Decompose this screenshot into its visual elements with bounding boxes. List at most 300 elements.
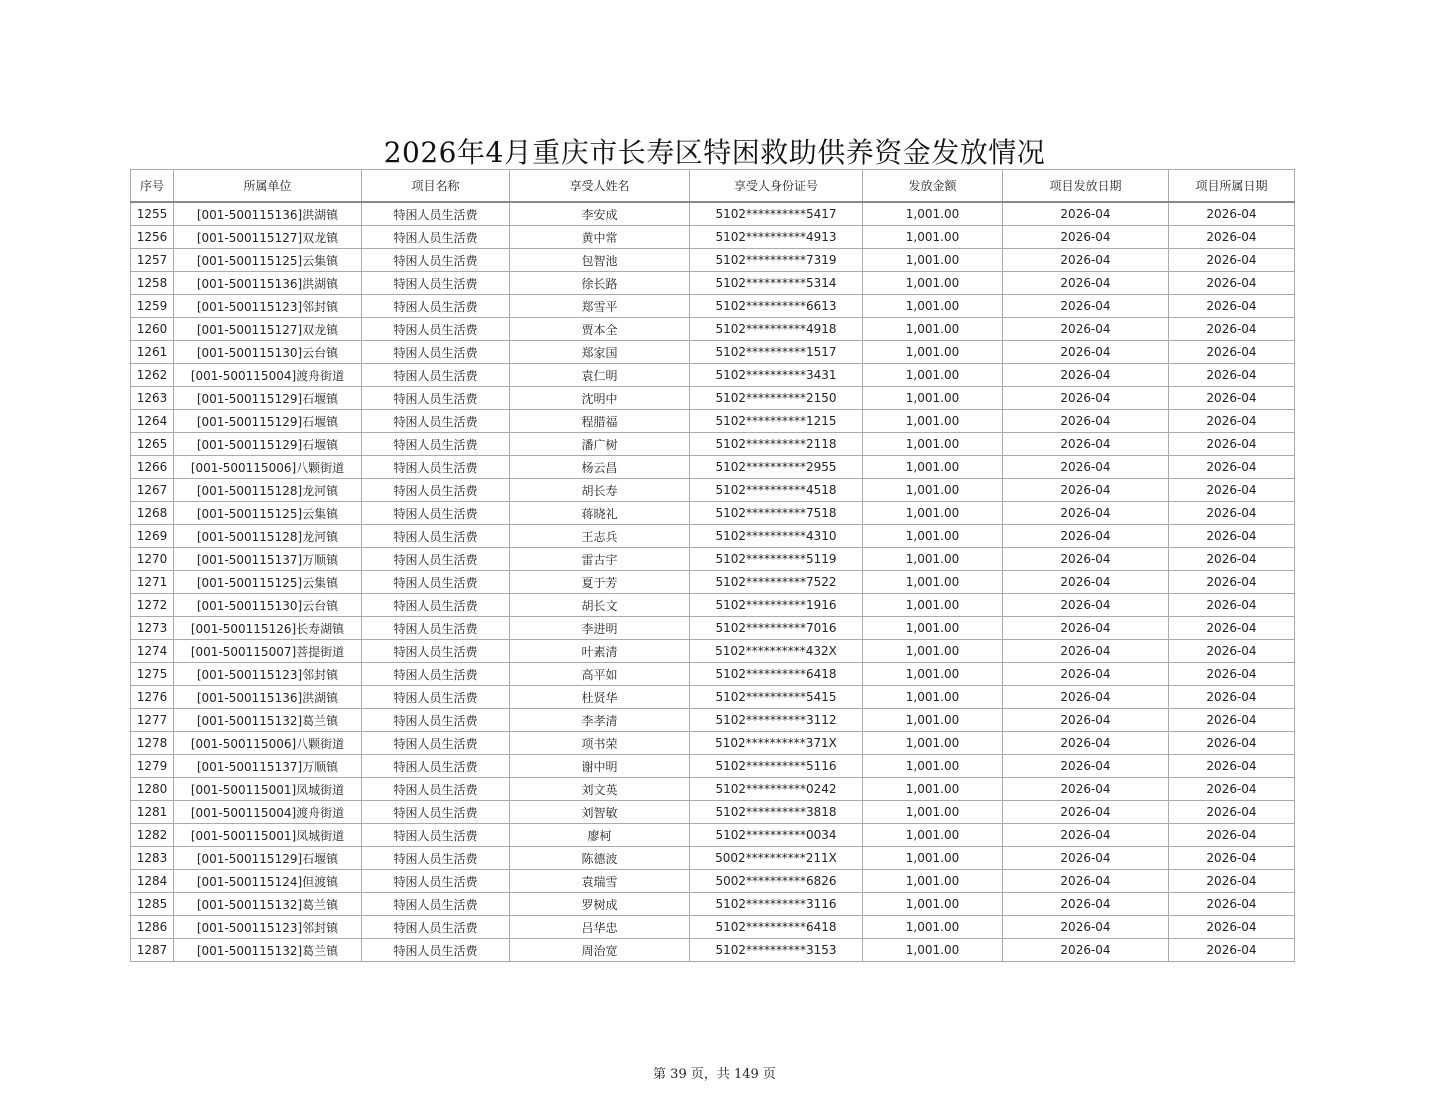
cell-project: 特困人员生活费 — [362, 617, 510, 640]
cell-recipient-name: 李进明 — [510, 617, 690, 640]
table-row — [131, 778, 1295, 801]
cell-unit: [001-500115006]八颗街道 — [174, 732, 362, 755]
cell-issue-date: 2026-04 — [1003, 916, 1169, 939]
cell-amount: 1,001.00 — [863, 824, 1003, 847]
table-row — [131, 387, 1295, 410]
cell-amount: 1,001.00 — [863, 709, 1003, 732]
cell-index: 1272 — [131, 594, 174, 617]
cell-project: 特困人员生活费 — [362, 571, 510, 594]
table-row — [131, 226, 1295, 249]
cell-index: 1278 — [131, 732, 174, 755]
cell-amount: 1,001.00 — [863, 663, 1003, 686]
column-header-recipient-name: 享受人姓名 — [510, 170, 690, 203]
cell-issue-date: 2026-04 — [1003, 939, 1169, 962]
cell-project: 特困人员生活费 — [362, 548, 510, 571]
cell-recipient-name: 周治宽 — [510, 939, 690, 962]
cell-unit: [001-500115004]渡舟街道 — [174, 801, 362, 824]
cell-recipient-name: 谢中明 — [510, 755, 690, 778]
column-header-period: 项目所属日期 — [1169, 170, 1295, 203]
cell-id-number: 5102**********5314 — [690, 272, 863, 295]
cell-project: 特困人员生活费 — [362, 226, 510, 249]
table-row — [131, 502, 1295, 525]
cell-id-number: 5102**********2150 — [690, 387, 863, 410]
cell-recipient-name: 程腊福 — [510, 410, 690, 433]
cell-amount: 1,001.00 — [863, 502, 1003, 525]
cell-period: 2026-04 — [1169, 709, 1295, 732]
table-row — [131, 709, 1295, 732]
cell-period: 2026-04 — [1169, 617, 1295, 640]
cell-amount: 1,001.00 — [863, 202, 1003, 226]
cell-unit: [001-500115136]洪湖镇 — [174, 272, 362, 295]
cell-issue-date: 2026-04 — [1003, 525, 1169, 548]
cell-index: 1277 — [131, 709, 174, 732]
cell-issue-date: 2026-04 — [1003, 249, 1169, 272]
table-row — [131, 663, 1295, 686]
cell-amount: 1,001.00 — [863, 249, 1003, 272]
cell-period: 2026-04 — [1169, 226, 1295, 249]
table-row — [131, 272, 1295, 295]
cell-period: 2026-04 — [1169, 479, 1295, 502]
table-row — [131, 548, 1295, 571]
cell-period: 2026-04 — [1169, 847, 1295, 870]
cell-recipient-name: 胡长寿 — [510, 479, 690, 502]
cell-recipient-name: 陈德波 — [510, 847, 690, 870]
cell-id-number: 5102**********5119 — [690, 548, 863, 571]
table-row — [131, 893, 1295, 916]
cell-period: 2026-04 — [1169, 295, 1295, 318]
cell-amount: 1,001.00 — [863, 226, 1003, 249]
cell-id-number: 5002**********211X — [690, 847, 863, 870]
cell-unit: [001-500115129]石堰镇 — [174, 387, 362, 410]
cell-unit: [001-500115132]葛兰镇 — [174, 709, 362, 732]
cell-recipient-name: 胡长文 — [510, 594, 690, 617]
cell-recipient-name: 雷古宇 — [510, 548, 690, 571]
cell-issue-date: 2026-04 — [1003, 571, 1169, 594]
cell-unit: [001-500115125]云集镇 — [174, 571, 362, 594]
cell-recipient-name: 袁仁明 — [510, 364, 690, 387]
table-row — [131, 801, 1295, 824]
cell-id-number: 5002**********6826 — [690, 870, 863, 893]
cell-id-number: 5102**********6418 — [690, 663, 863, 686]
cell-id-number: 5102**********4518 — [690, 479, 863, 502]
cell-recipient-name: 杜贤华 — [510, 686, 690, 709]
cell-project: 特困人员生活费 — [362, 502, 510, 525]
cell-project: 特困人员生活费 — [362, 202, 510, 226]
cell-amount: 1,001.00 — [863, 801, 1003, 824]
cell-issue-date: 2026-04 — [1003, 686, 1169, 709]
cell-recipient-name: 夏于芳 — [510, 571, 690, 594]
cell-id-number: 5102**********6418 — [690, 916, 863, 939]
cell-index: 1282 — [131, 824, 174, 847]
cell-index: 1266 — [131, 456, 174, 479]
cell-index: 1261 — [131, 341, 174, 364]
cell-id-number: 5102**********5415 — [690, 686, 863, 709]
cell-recipient-name: 叶素清 — [510, 640, 690, 663]
cell-project: 特困人员生活费 — [362, 778, 510, 801]
cell-amount: 1,001.00 — [863, 456, 1003, 479]
cell-unit: [001-500115129]石堰镇 — [174, 847, 362, 870]
cell-issue-date: 2026-04 — [1003, 778, 1169, 801]
cell-amount: 1,001.00 — [863, 594, 1003, 617]
cell-amount: 1,001.00 — [863, 272, 1003, 295]
cell-amount: 1,001.00 — [863, 318, 1003, 341]
table-row — [131, 525, 1295, 548]
cell-project: 特困人员生活费 — [362, 479, 510, 502]
cell-id-number: 5102**********432X — [690, 640, 863, 663]
cell-issue-date: 2026-04 — [1003, 272, 1169, 295]
cell-unit: [001-500115001]凤城街道 — [174, 778, 362, 801]
cell-project: 特困人员生活费 — [362, 364, 510, 387]
cell-period: 2026-04 — [1169, 571, 1295, 594]
cell-project: 特困人员生活费 — [362, 870, 510, 893]
cell-project: 特困人员生活费 — [362, 755, 510, 778]
column-header-unit: 所属单位 — [174, 170, 362, 203]
cell-index: 1260 — [131, 318, 174, 341]
table-row — [131, 686, 1295, 709]
cell-period: 2026-04 — [1169, 686, 1295, 709]
table-row — [131, 295, 1295, 318]
cell-period: 2026-04 — [1169, 341, 1295, 364]
cell-unit: [001-500115137]万顺镇 — [174, 755, 362, 778]
cell-amount: 1,001.00 — [863, 364, 1003, 387]
cell-amount: 1,001.00 — [863, 410, 1003, 433]
table-row — [131, 410, 1295, 433]
cell-index: 1270 — [131, 548, 174, 571]
cell-id-number: 5102**********7522 — [690, 571, 863, 594]
cell-id-number: 5102**********0242 — [690, 778, 863, 801]
cell-index: 1283 — [131, 847, 174, 870]
cell-amount: 1,001.00 — [863, 916, 1003, 939]
cell-index: 1284 — [131, 870, 174, 893]
cell-amount: 1,001.00 — [863, 640, 1003, 663]
cell-recipient-name: 刘文英 — [510, 778, 690, 801]
column-header-index: 序号 — [131, 170, 174, 203]
table-row — [131, 456, 1295, 479]
cell-unit: [001-500115132]葛兰镇 — [174, 939, 362, 962]
cell-id-number: 5102**********1215 — [690, 410, 863, 433]
table-row — [131, 870, 1295, 893]
cell-id-number: 5102**********4913 — [690, 226, 863, 249]
cell-amount: 1,001.00 — [863, 732, 1003, 755]
cell-unit: [001-500115123]邻封镇 — [174, 916, 362, 939]
cell-amount: 1,001.00 — [863, 525, 1003, 548]
cell-amount: 1,001.00 — [863, 870, 1003, 893]
cell-project: 特困人员生活费 — [362, 594, 510, 617]
cell-period: 2026-04 — [1169, 916, 1295, 939]
cell-period: 2026-04 — [1169, 318, 1295, 341]
page-footer: 第 39 页，共 149 页 — [653, 1067, 776, 1082]
table-row — [131, 939, 1295, 962]
cell-project: 特困人员生活费 — [362, 640, 510, 663]
column-header-project: 项目名称 — [362, 170, 510, 203]
cell-issue-date: 2026-04 — [1003, 364, 1169, 387]
cell-unit: [001-500115001]凤城街道 — [174, 824, 362, 847]
cell-project: 特困人员生活费 — [362, 410, 510, 433]
page-title: 2026年4月重庆市长寿区特困救助供养资金发放情况 — [383, 136, 1046, 169]
cell-index: 1279 — [131, 755, 174, 778]
cell-period: 2026-04 — [1169, 824, 1295, 847]
cell-recipient-name: 项书荣 — [510, 732, 690, 755]
cell-project: 特困人员生活费 — [362, 686, 510, 709]
cell-amount: 1,001.00 — [863, 686, 1003, 709]
table-row — [131, 640, 1295, 663]
cell-unit: [001-500115130]云台镇 — [174, 341, 362, 364]
cell-unit: [001-500115126]长寿湖镇 — [174, 617, 362, 640]
cell-amount: 1,001.00 — [863, 617, 1003, 640]
cell-id-number: 5102**********7518 — [690, 502, 863, 525]
cell-id-number: 5102**********3116 — [690, 893, 863, 916]
cell-project: 特困人员生活费 — [362, 387, 510, 410]
cell-index: 1274 — [131, 640, 174, 663]
cell-unit: [001-500115125]云集镇 — [174, 249, 362, 272]
cell-project: 特困人员生活费 — [362, 663, 510, 686]
cell-period: 2026-04 — [1169, 387, 1295, 410]
table-header-row — [131, 170, 1295, 203]
cell-period: 2026-04 — [1169, 640, 1295, 663]
cell-unit: [001-500115006]八颗街道 — [174, 456, 362, 479]
cell-amount: 1,001.00 — [863, 755, 1003, 778]
cell-period: 2026-04 — [1169, 433, 1295, 456]
cell-index: 1276 — [131, 686, 174, 709]
cell-index: 1267 — [131, 479, 174, 502]
table-row — [131, 594, 1295, 617]
table-row — [131, 755, 1295, 778]
cell-index: 1285 — [131, 893, 174, 916]
cell-index: 1280 — [131, 778, 174, 801]
cell-unit: [001-500115132]葛兰镇 — [174, 893, 362, 916]
cell-amount: 1,001.00 — [863, 939, 1003, 962]
cell-issue-date: 2026-04 — [1003, 870, 1169, 893]
table-row — [131, 433, 1295, 456]
cell-index: 1287 — [131, 939, 174, 962]
cell-project: 特困人员生活费 — [362, 801, 510, 824]
cell-index: 1273 — [131, 617, 174, 640]
cell-project: 特困人员生活费 — [362, 249, 510, 272]
cell-recipient-name: 廖柯 — [510, 824, 690, 847]
cell-period: 2026-04 — [1169, 893, 1295, 916]
cell-period: 2026-04 — [1169, 456, 1295, 479]
table-row — [131, 202, 1295, 226]
table-body — [131, 202, 1295, 962]
cell-index: 1265 — [131, 433, 174, 456]
cell-period: 2026-04 — [1169, 272, 1295, 295]
cell-project: 特困人员生活费 — [362, 709, 510, 732]
cell-period: 2026-04 — [1169, 410, 1295, 433]
cell-recipient-name: 潘广树 — [510, 433, 690, 456]
cell-recipient-name: 包智池 — [510, 249, 690, 272]
cell-index: 1262 — [131, 364, 174, 387]
cell-index: 1271 — [131, 571, 174, 594]
cell-recipient-name: 袁瑞雪 — [510, 870, 690, 893]
cell-period: 2026-04 — [1169, 364, 1295, 387]
table-row — [131, 571, 1295, 594]
cell-recipient-name: 高平如 — [510, 663, 690, 686]
cell-id-number: 5102**********1916 — [690, 594, 863, 617]
cell-recipient-name: 蒋晓礼 — [510, 502, 690, 525]
cell-id-number: 5102**********5116 — [690, 755, 863, 778]
cell-index: 1263 — [131, 387, 174, 410]
cell-project: 特困人员生活费 — [362, 916, 510, 939]
cell-period: 2026-04 — [1169, 525, 1295, 548]
cell-project: 特困人员生活费 — [362, 824, 510, 847]
cell-amount: 1,001.00 — [863, 847, 1003, 870]
cell-project: 特困人员生活费 — [362, 525, 510, 548]
cell-id-number: 5102**********1517 — [690, 341, 863, 364]
cell-index: 1258 — [131, 272, 174, 295]
cell-unit: [001-500115129]石堰镇 — [174, 410, 362, 433]
cell-id-number: 5102**********5417 — [690, 202, 863, 226]
table-row — [131, 732, 1295, 755]
cell-recipient-name: 刘智敏 — [510, 801, 690, 824]
cell-issue-date: 2026-04 — [1003, 640, 1169, 663]
cell-period: 2026-04 — [1169, 202, 1295, 226]
cell-amount: 1,001.00 — [863, 479, 1003, 502]
cell-issue-date: 2026-04 — [1003, 617, 1169, 640]
cell-issue-date: 2026-04 — [1003, 801, 1169, 824]
table-row — [131, 824, 1295, 847]
cell-id-number: 5102**********371X — [690, 732, 863, 755]
cell-period: 2026-04 — [1169, 939, 1295, 962]
table-row — [131, 249, 1295, 272]
cell-unit: [001-500115007]菩提街道 — [174, 640, 362, 663]
cell-unit: [001-500115128]龙河镇 — [174, 525, 362, 548]
cell-project: 特困人员生活费 — [362, 341, 510, 364]
cell-unit: [001-500115004]渡舟街道 — [174, 364, 362, 387]
cell-recipient-name: 杨云昌 — [510, 456, 690, 479]
cell-unit: [001-500115125]云集镇 — [174, 502, 362, 525]
cell-issue-date: 2026-04 — [1003, 732, 1169, 755]
cell-issue-date: 2026-04 — [1003, 433, 1169, 456]
cell-project: 特困人员生活费 — [362, 847, 510, 870]
cell-id-number: 5102**********7016 — [690, 617, 863, 640]
cell-amount: 1,001.00 — [863, 548, 1003, 571]
cell-period: 2026-04 — [1169, 502, 1295, 525]
disbursement-table — [130, 169, 1295, 962]
cell-index: 1257 — [131, 249, 174, 272]
cell-issue-date: 2026-04 — [1003, 387, 1169, 410]
cell-recipient-name: 郑家国 — [510, 341, 690, 364]
cell-unit: [001-500115128]龙河镇 — [174, 479, 362, 502]
cell-id-number: 5102**********7319 — [690, 249, 863, 272]
cell-project: 特困人员生活费 — [362, 732, 510, 755]
column-header-amount: 发放金额 — [863, 170, 1003, 203]
cell-id-number: 5102**********3153 — [690, 939, 863, 962]
cell-unit: [001-500115136]洪湖镇 — [174, 202, 362, 226]
cell-recipient-name: 徐长路 — [510, 272, 690, 295]
column-header-issue-date: 项目发放日期 — [1003, 170, 1169, 203]
cell-index: 1275 — [131, 663, 174, 686]
cell-index: 1255 — [131, 202, 174, 226]
cell-unit: [001-500115129]石堰镇 — [174, 433, 362, 456]
cell-unit: [001-500115127]双龙镇 — [174, 226, 362, 249]
cell-issue-date: 2026-04 — [1003, 709, 1169, 732]
cell-issue-date: 2026-04 — [1003, 548, 1169, 571]
cell-amount: 1,001.00 — [863, 433, 1003, 456]
cell-issue-date: 2026-04 — [1003, 318, 1169, 341]
cell-id-number: 5102**********3431 — [690, 364, 863, 387]
table-row — [131, 318, 1295, 341]
cell-recipient-name: 郑雪平 — [510, 295, 690, 318]
cell-amount: 1,001.00 — [863, 295, 1003, 318]
cell-amount: 1,001.00 — [863, 341, 1003, 364]
cell-id-number: 5102**********6613 — [690, 295, 863, 318]
cell-id-number: 5102**********2118 — [690, 433, 863, 456]
cell-recipient-name: 王志兵 — [510, 525, 690, 548]
column-header-id-number: 享受人身份证号 — [690, 170, 863, 203]
cell-issue-date: 2026-04 — [1003, 663, 1169, 686]
cell-period: 2026-04 — [1169, 755, 1295, 778]
cell-project: 特困人员生活费 — [362, 456, 510, 479]
cell-index: 1281 — [131, 801, 174, 824]
cell-issue-date: 2026-04 — [1003, 893, 1169, 916]
cell-unit: [001-500115137]万顺镇 — [174, 548, 362, 571]
cell-project: 特困人员生活费 — [362, 295, 510, 318]
cell-id-number: 5102**********2955 — [690, 456, 863, 479]
cell-recipient-name: 李安成 — [510, 202, 690, 226]
cell-id-number: 5102**********3818 — [690, 801, 863, 824]
cell-unit: [001-500115130]云台镇 — [174, 594, 362, 617]
cell-period: 2026-04 — [1169, 249, 1295, 272]
cell-recipient-name: 黄中常 — [510, 226, 690, 249]
cell-index: 1264 — [131, 410, 174, 433]
cell-amount: 1,001.00 — [863, 387, 1003, 410]
cell-issue-date: 2026-04 — [1003, 847, 1169, 870]
cell-amount: 1,001.00 — [863, 893, 1003, 916]
cell-recipient-name: 贾本全 — [510, 318, 690, 341]
cell-issue-date: 2026-04 — [1003, 824, 1169, 847]
cell-issue-date: 2026-04 — [1003, 410, 1169, 433]
cell-unit: [001-500115136]洪湖镇 — [174, 686, 362, 709]
cell-project: 特困人员生活费 — [362, 272, 510, 295]
cell-recipient-name: 罗树成 — [510, 893, 690, 916]
cell-recipient-name: 李孝清 — [510, 709, 690, 732]
cell-issue-date: 2026-04 — [1003, 594, 1169, 617]
cell-issue-date: 2026-04 — [1003, 755, 1169, 778]
cell-id-number: 5102**********4918 — [690, 318, 863, 341]
cell-unit: [001-500115127]双龙镇 — [174, 318, 362, 341]
cell-index: 1259 — [131, 295, 174, 318]
table-row — [131, 617, 1295, 640]
cell-period: 2026-04 — [1169, 801, 1295, 824]
cell-unit: [001-500115124]但渡镇 — [174, 870, 362, 893]
cell-unit: [001-500115123]邻封镇 — [174, 663, 362, 686]
cell-recipient-name: 沈明中 — [510, 387, 690, 410]
cell-period: 2026-04 — [1169, 594, 1295, 617]
cell-id-number: 5102**********0034 — [690, 824, 863, 847]
cell-issue-date: 2026-04 — [1003, 456, 1169, 479]
cell-project: 特困人员生活费 — [362, 318, 510, 341]
cell-issue-date: 2026-04 — [1003, 295, 1169, 318]
cell-period: 2026-04 — [1169, 663, 1295, 686]
cell-period: 2026-04 — [1169, 870, 1295, 893]
cell-unit: [001-500115123]邻封镇 — [174, 295, 362, 318]
cell-project: 特困人员生活费 — [362, 939, 510, 962]
cell-issue-date: 2026-04 — [1003, 226, 1169, 249]
cell-index: 1286 — [131, 916, 174, 939]
cell-project: 特困人员生活费 — [362, 893, 510, 916]
cell-project: 特困人员生活费 — [362, 433, 510, 456]
cell-issue-date: 2026-04 — [1003, 479, 1169, 502]
table-row — [131, 364, 1295, 387]
cell-issue-date: 2026-04 — [1003, 502, 1169, 525]
table-row — [131, 847, 1295, 870]
cell-amount: 1,001.00 — [863, 571, 1003, 594]
cell-amount: 1,001.00 — [863, 778, 1003, 801]
table-row — [131, 916, 1295, 939]
cell-issue-date: 2026-04 — [1003, 202, 1169, 226]
cell-id-number: 5102**********3112 — [690, 709, 863, 732]
cell-issue-date: 2026-04 — [1003, 341, 1169, 364]
